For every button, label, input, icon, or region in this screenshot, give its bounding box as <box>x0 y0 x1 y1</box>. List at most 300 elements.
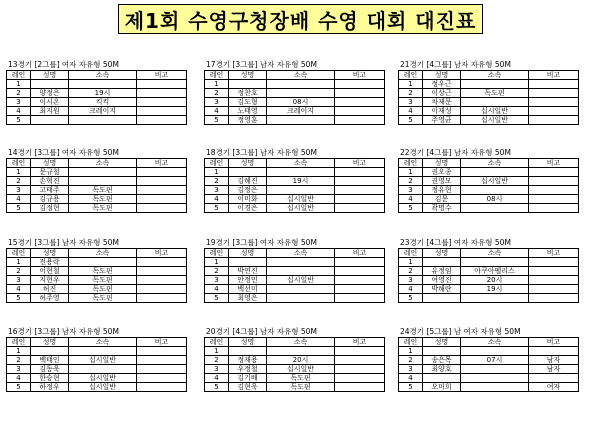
table-row <box>7 374 187 383</box>
name-cell: 곽명수 <box>423 204 461 213</box>
name-cell: 김문 <box>423 195 461 204</box>
lane-cell: 1 <box>7 80 31 89</box>
note-cell <box>335 186 385 195</box>
name-cell: 하정우 <box>31 383 69 392</box>
event-title: 17경기 [3그룹] 남자 자유형 50M <box>206 60 317 69</box>
lane-cell: 1 <box>7 258 31 267</box>
name-cell: 백선미 <box>229 285 267 294</box>
team-cell: 독도핀 <box>69 267 137 276</box>
note-cell: 남자 <box>529 365 579 374</box>
table-row <box>205 374 385 383</box>
lane-cell: 4 <box>205 195 229 204</box>
note-cell <box>335 356 385 365</box>
note-cell <box>335 89 385 98</box>
column-header: 성명 <box>423 159 461 168</box>
note-cell <box>529 258 579 267</box>
note-cell <box>137 383 187 392</box>
table-row <box>205 98 385 107</box>
lane-cell: 5 <box>205 383 229 392</box>
note-cell <box>335 116 385 125</box>
table-row <box>399 365 579 374</box>
team-cell: 19시 <box>461 285 529 294</box>
lane-cell: 4 <box>205 285 229 294</box>
name-cell: 이재성 <box>423 107 461 116</box>
column-header: 성명 <box>229 71 267 80</box>
note-cell <box>529 107 579 116</box>
note-cell <box>529 98 579 107</box>
name-cell: 김정현 <box>31 204 69 213</box>
note-cell <box>335 383 385 392</box>
lane-cell: 3 <box>399 276 423 285</box>
lane-cell: 4 <box>205 374 229 383</box>
lane-cell: 4 <box>399 107 423 116</box>
lane-cell: 2 <box>399 356 423 365</box>
column-header: 소속 <box>69 249 137 258</box>
column-header: 성명 <box>31 159 69 168</box>
table-row <box>399 258 579 267</box>
name-cell: 허진 <box>31 285 69 294</box>
note-cell <box>137 89 187 98</box>
note-cell <box>137 204 187 213</box>
column-header: 소속 <box>69 71 137 80</box>
name-cell: 이미화 <box>229 195 267 204</box>
team-cell: 십시일반 <box>267 365 335 374</box>
team-cell: 독도핀 <box>267 374 335 383</box>
name-cell: 송은목 <box>423 356 461 365</box>
table-row <box>7 258 187 267</box>
table-row <box>399 347 579 356</box>
column-header: 비고 <box>335 338 385 347</box>
lane-cell: 2 <box>399 267 423 276</box>
lane-cell: 5 <box>7 383 31 392</box>
lane-cell: 4 <box>399 195 423 204</box>
column-header: 비고 <box>529 159 579 168</box>
lane-cell: 5 <box>205 116 229 125</box>
lane-cell: 1 <box>399 168 423 177</box>
note-cell <box>137 285 187 294</box>
lane-cell: 4 <box>399 374 423 383</box>
table-row <box>7 285 187 294</box>
name-cell: 이현철 <box>31 267 69 276</box>
header-row <box>399 71 579 80</box>
table-row <box>7 177 187 186</box>
lane-cell: 3 <box>7 276 31 285</box>
event-block <box>204 238 394 303</box>
table-row <box>7 347 187 356</box>
table-row <box>399 195 579 204</box>
name-cell: 여영진 <box>423 276 461 285</box>
note-cell <box>137 98 187 107</box>
team-cell: 십시일반 <box>267 204 335 213</box>
table-row <box>205 168 385 177</box>
team-cell <box>69 177 137 186</box>
header-row <box>205 71 385 80</box>
team-cell: 독도핀 <box>69 276 137 285</box>
note-cell <box>529 80 579 89</box>
lane-cell: 1 <box>399 258 423 267</box>
header-row <box>399 159 579 168</box>
column-header: 비고 <box>335 249 385 258</box>
title-banner <box>118 4 483 34</box>
note-cell <box>137 294 187 303</box>
team-cell: 07시 <box>461 356 529 365</box>
table-row <box>399 383 579 392</box>
team-cell: 십시일반 <box>267 276 335 285</box>
name-cell <box>31 116 69 125</box>
note-cell <box>335 374 385 383</box>
table-row <box>205 258 385 267</box>
note-cell <box>335 195 385 204</box>
header-row <box>7 338 187 347</box>
table-row <box>399 116 579 125</box>
table-row <box>399 294 579 303</box>
lane-cell: 3 <box>7 98 31 107</box>
name-cell <box>31 80 69 89</box>
name-cell <box>229 258 267 267</box>
table-row <box>7 204 187 213</box>
team-cell: 크레이지 <box>69 107 137 116</box>
lane-cell: 5 <box>7 116 31 125</box>
name-cell: 이시온 <box>31 98 69 107</box>
lane-cell: 2 <box>205 267 229 276</box>
event-title: 23경기 [4그룹] 여자 자유형 50M <box>400 238 511 247</box>
lane-cell: 3 <box>205 276 229 285</box>
team-cell: 독도핀 <box>267 383 335 392</box>
lane-cell: 2 <box>399 177 423 186</box>
note-cell <box>137 374 187 383</box>
lane-cell: 1 <box>399 80 423 89</box>
note-cell <box>137 195 187 204</box>
event-block <box>204 148 394 213</box>
table-row <box>205 116 385 125</box>
note-cell <box>335 80 385 89</box>
team-cell <box>267 267 335 276</box>
team-cell <box>267 116 335 125</box>
name-cell: 권오종 <box>423 168 461 177</box>
event-title: 15경기 [3그룹] 남자 자유형 50M <box>8 238 119 247</box>
note-cell <box>137 267 187 276</box>
team-cell <box>267 347 335 356</box>
name-cell: 정찬호 <box>229 89 267 98</box>
name-cell: 이경은 <box>229 204 267 213</box>
lane-cell: 3 <box>7 186 31 195</box>
team-cell <box>461 186 529 195</box>
column-header: 비고 <box>335 159 385 168</box>
team-cell: 20시 <box>267 356 335 365</box>
lane-cell: 1 <box>205 80 229 89</box>
team-cell: 독도핀 <box>69 186 137 195</box>
column-header: 비고 <box>335 71 385 80</box>
table-row <box>7 365 187 374</box>
name-cell: 박연진 <box>229 267 267 276</box>
lane-cell: 2 <box>399 89 423 98</box>
name-cell: 차재문 <box>423 98 461 107</box>
name-cell <box>229 347 267 356</box>
lane-cell: 1 <box>205 168 229 177</box>
event-title: 14경기 [3그룹] 여자 자유형 50M <box>8 148 119 157</box>
column-header: 성명 <box>229 249 267 258</box>
name-cell: 김해진 <box>229 177 267 186</box>
team-cell <box>461 383 529 392</box>
note-cell <box>137 116 187 125</box>
event-title: 20경기 [4그룹] 남자 자유형 50M <box>206 327 317 336</box>
team-cell <box>461 168 529 177</box>
name-cell: 최영은 <box>229 294 267 303</box>
table-row <box>7 294 187 303</box>
lane-cell: 3 <box>205 186 229 195</box>
team-cell <box>461 365 529 374</box>
event-title: 21경기 [4그룹] 남자 자유형 50M <box>400 60 511 69</box>
note-cell <box>137 107 187 116</box>
team-cell: 19시 <box>69 89 137 98</box>
name-cell: 백태인 <box>31 356 69 365</box>
team-cell: 19시 <box>267 177 335 186</box>
note-cell <box>137 365 187 374</box>
table-row <box>205 177 385 186</box>
lane-cell: 1 <box>7 347 31 356</box>
table-row <box>205 383 385 392</box>
team-cell: 십시일반 <box>461 107 529 116</box>
name-cell: 김규용 <box>31 195 69 204</box>
name-cell: 이상근 <box>423 89 461 98</box>
column-header: 소속 <box>461 159 529 168</box>
team-cell: 독도핀 <box>69 294 137 303</box>
note-cell <box>529 177 579 186</box>
lane-cell: 5 <box>399 116 423 125</box>
note-cell <box>529 347 579 356</box>
lane-cell: 3 <box>7 365 31 374</box>
lane-cell: 1 <box>7 168 31 177</box>
team-cell: 독도핀 <box>69 285 137 294</box>
note-cell <box>335 177 385 186</box>
note-cell <box>137 168 187 177</box>
column-header: 레인 <box>205 249 229 258</box>
column-header: 레인 <box>399 159 423 168</box>
lane-cell: 3 <box>399 98 423 107</box>
table-row <box>399 168 579 177</box>
column-header: 레인 <box>399 249 423 258</box>
name-cell: 김기배 <box>229 374 267 383</box>
table-row <box>399 186 579 195</box>
table-row <box>399 177 579 186</box>
note-cell: 여자 <box>529 383 579 392</box>
heat-table <box>6 70 187 125</box>
table-row <box>205 204 385 213</box>
event-block <box>398 327 588 392</box>
lane-cell: 3 <box>399 365 423 374</box>
team-cell <box>69 258 137 267</box>
name-cell: 정유현 <box>423 186 461 195</box>
note-cell <box>529 294 579 303</box>
team-cell: 십시일반 <box>69 356 137 365</box>
header-row <box>205 338 385 347</box>
lane-cell: 4 <box>7 285 31 294</box>
event-block <box>204 60 394 125</box>
name-cell: 양정은 <box>31 89 69 98</box>
team-cell <box>267 186 335 195</box>
lane-cell: 2 <box>7 89 31 98</box>
heat-table <box>204 158 385 213</box>
table-row <box>205 107 385 116</box>
header-row <box>399 338 579 347</box>
name-cell <box>423 258 461 267</box>
lane-cell: 3 <box>205 98 229 107</box>
team-cell: 08시 <box>267 98 335 107</box>
heat-table <box>398 70 579 125</box>
event-block <box>398 148 588 213</box>
event-title: 24경기 [5그룹] 남 여자 자유형 50M <box>400 327 521 336</box>
header-row <box>7 159 187 168</box>
heat-table <box>6 248 187 303</box>
name-cell <box>229 80 267 89</box>
column-header: 소속 <box>461 71 529 80</box>
note-cell <box>335 294 385 303</box>
lane-cell: 4 <box>205 107 229 116</box>
team-cell: 십시일반 <box>267 195 335 204</box>
name-cell <box>229 168 267 177</box>
lane-cell: 2 <box>205 89 229 98</box>
column-header: 성명 <box>423 338 461 347</box>
table-row <box>7 98 187 107</box>
table-row <box>205 294 385 303</box>
note-cell <box>137 186 187 195</box>
column-header: 소속 <box>69 338 137 347</box>
name-cell: 손혁진 <box>31 177 69 186</box>
note-cell <box>529 116 579 125</box>
note-cell <box>137 276 187 285</box>
note-cell <box>335 107 385 116</box>
table-row <box>7 168 187 177</box>
header-row <box>7 249 187 258</box>
column-header: 소속 <box>267 71 335 80</box>
lane-cell: 5 <box>7 204 31 213</box>
team-cell <box>461 204 529 213</box>
team-cell: 독도핀 <box>69 195 137 204</box>
event-title: 22경기 [4그룹] 남자 자유형 50M <box>400 148 511 157</box>
lane-cell: 4 <box>399 285 423 294</box>
note-cell <box>335 365 385 374</box>
heat-table <box>398 248 579 303</box>
table-row <box>399 204 579 213</box>
name-cell: 유정임 <box>423 267 461 276</box>
name-cell: 전용락 <box>31 258 69 267</box>
lane-cell: 2 <box>7 356 31 365</box>
name-cell: 지현우 <box>31 276 69 285</box>
name-cell: 김도형 <box>229 98 267 107</box>
heat-table <box>204 70 385 125</box>
name-cell: 정재용 <box>229 356 267 365</box>
column-header: 레인 <box>7 338 31 347</box>
heat-table <box>204 337 385 392</box>
team-cell <box>69 80 137 89</box>
lane-cell: 2 <box>7 267 31 276</box>
table-row <box>205 285 385 294</box>
header-row <box>205 159 385 168</box>
lane-cell: 4 <box>7 195 31 204</box>
table-row <box>205 186 385 195</box>
table-row <box>7 276 187 285</box>
lane-cell: 5 <box>7 294 31 303</box>
table-row <box>205 365 385 374</box>
column-header: 비고 <box>137 71 187 80</box>
event-title: 13경기 [2그룹] 여자 자유형 50M <box>8 60 119 69</box>
team-cell <box>461 98 529 107</box>
event-block <box>6 148 196 213</box>
lane-cell: 5 <box>205 294 229 303</box>
team-cell: 아쿠아펠리스 <box>461 267 529 276</box>
note-cell <box>137 80 187 89</box>
team-cell: 20시 <box>461 276 529 285</box>
name-cell: 정영훈 <box>229 116 267 125</box>
column-header: 성명 <box>31 338 69 347</box>
note-cell <box>529 267 579 276</box>
event-title: 18경기 [3그룹] 남자 자유형 50M <box>206 148 317 157</box>
column-header: 소속 <box>69 159 137 168</box>
team-cell <box>461 294 529 303</box>
name-cell: 권영모 <box>423 177 461 186</box>
lane-cell: 4 <box>7 107 31 116</box>
note-cell <box>529 89 579 98</box>
column-header: 레인 <box>399 71 423 80</box>
note-cell <box>529 285 579 294</box>
team-cell <box>267 80 335 89</box>
column-header: 비고 <box>529 71 579 80</box>
team-cell: 독도핀 <box>69 204 137 213</box>
column-header: 레인 <box>7 159 31 168</box>
name-cell: 우정철 <box>229 365 267 374</box>
lane-cell: 4 <box>7 374 31 383</box>
table-row <box>399 285 579 294</box>
table-row <box>399 80 579 89</box>
name-cell: 허주영 <box>31 294 69 303</box>
note-cell <box>335 276 385 285</box>
event-block <box>6 238 196 303</box>
team-cell <box>461 258 529 267</box>
name-cell: 김동욱 <box>31 365 69 374</box>
team-cell <box>69 347 137 356</box>
table-row <box>205 195 385 204</box>
team-cell <box>267 168 335 177</box>
note-cell: 남자 <box>529 356 579 365</box>
lane-cell: 1 <box>205 258 229 267</box>
column-header: 성명 <box>229 159 267 168</box>
page-title: 제1회 수영구청장배 수영 대회 대진표 <box>124 8 477 33</box>
note-cell <box>335 98 385 107</box>
team-cell <box>69 168 137 177</box>
table-row <box>399 374 579 383</box>
team-cell <box>267 258 335 267</box>
table-row <box>7 195 187 204</box>
name-cell: 최지원 <box>31 107 69 116</box>
note-cell <box>529 276 579 285</box>
note-cell <box>335 267 385 276</box>
table-row <box>7 107 187 116</box>
table-row <box>205 356 385 365</box>
name-cell <box>423 347 461 356</box>
lane-cell: 3 <box>399 186 423 195</box>
team-cell: 십시일반 <box>461 177 529 186</box>
name-cell: 김현욱 <box>229 383 267 392</box>
column-header: 비고 <box>137 338 187 347</box>
table-row <box>7 89 187 98</box>
name-cell: 고태주 <box>31 186 69 195</box>
heat-table <box>398 158 579 213</box>
column-header: 소속 <box>461 338 529 347</box>
team-cell: 십시일반 <box>461 116 529 125</box>
name-cell: 박해란 <box>423 285 461 294</box>
event-block <box>398 238 588 303</box>
note-cell <box>335 347 385 356</box>
